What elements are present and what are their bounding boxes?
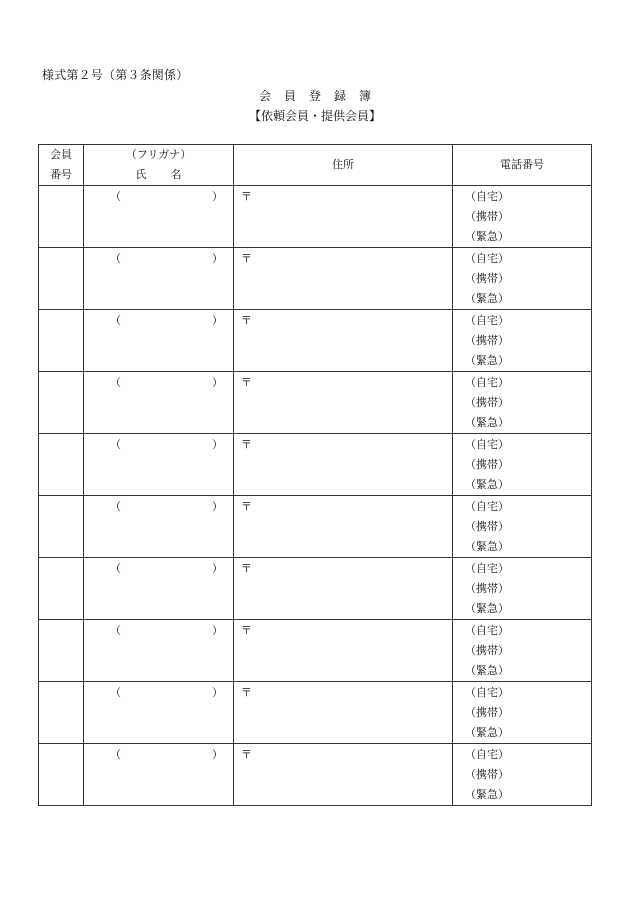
address-cell[interactable] bbox=[234, 558, 453, 620]
table-row bbox=[39, 186, 592, 248]
phone-home-label: （自宅） bbox=[465, 438, 509, 451]
phone-mobile-label: （携帯） bbox=[465, 520, 509, 533]
table-row bbox=[39, 248, 592, 310]
phone-labels bbox=[453, 496, 591, 557]
furigana-field[interactable] bbox=[84, 372, 233, 393]
postal-mark: 〒 bbox=[241, 562, 252, 575]
phone-cell[interactable] bbox=[453, 186, 592, 248]
furigana-field[interactable] bbox=[84, 496, 233, 517]
phone-home-label: （自宅） bbox=[465, 748, 509, 761]
phone-mobile-label: （携帯） bbox=[465, 706, 509, 719]
name-cell[interactable] bbox=[84, 496, 234, 558]
header-member-number bbox=[39, 145, 84, 186]
phone-mobile-label: （携帯） bbox=[465, 768, 509, 781]
member-number-cell[interactable] bbox=[39, 310, 84, 372]
address-cell[interactable] bbox=[234, 496, 453, 558]
name-cell[interactable] bbox=[84, 744, 234, 806]
furigana-close-paren: ） bbox=[212, 190, 223, 203]
postal-mark: 〒 bbox=[241, 500, 252, 513]
address-cell[interactable] bbox=[234, 682, 453, 744]
phone-home-label: （自宅） bbox=[465, 686, 509, 699]
phone-home-label: （自宅） bbox=[465, 376, 509, 389]
address-cell[interactable] bbox=[234, 372, 453, 434]
phone-home-label: （自宅） bbox=[465, 500, 509, 513]
phone-labels bbox=[453, 186, 591, 247]
address-cell[interactable] bbox=[234, 434, 453, 496]
furigana-close-paren: ） bbox=[212, 438, 223, 451]
header-member-number-line1: 会員 bbox=[50, 148, 72, 161]
name-cell[interactable] bbox=[84, 186, 234, 248]
furigana-open-paren: （ bbox=[110, 624, 121, 637]
header-address: 住所 bbox=[234, 145, 453, 186]
table-header-row bbox=[39, 145, 592, 186]
phone-cell[interactable] bbox=[453, 248, 592, 310]
phone-emergency-label: （緊急） bbox=[465, 292, 509, 305]
member-number-cell[interactable] bbox=[39, 372, 84, 434]
phone-labels bbox=[453, 558, 591, 619]
phone-labels bbox=[453, 744, 591, 805]
header-phone: 電話番号 bbox=[453, 145, 592, 186]
name-cell[interactable] bbox=[84, 620, 234, 682]
furigana-field[interactable] bbox=[84, 310, 233, 331]
furigana-open-paren: （ bbox=[110, 376, 121, 389]
header-member-number-line2: 番号 bbox=[50, 168, 72, 181]
phone-cell[interactable] bbox=[453, 310, 592, 372]
address-cell[interactable] bbox=[234, 310, 453, 372]
furigana-close-paren: ） bbox=[212, 748, 223, 761]
table-row bbox=[39, 372, 592, 434]
phone-mobile-label: （携帯） bbox=[465, 272, 509, 285]
phone-emergency-label: （緊急） bbox=[465, 540, 509, 553]
member-number-cell[interactable] bbox=[39, 682, 84, 744]
phone-home-label: （自宅） bbox=[465, 624, 509, 637]
table-row bbox=[39, 496, 592, 558]
furigana-field[interactable] bbox=[84, 620, 233, 641]
page-title: 会員登録簿 bbox=[258, 89, 384, 103]
postal-mark: 〒 bbox=[241, 252, 252, 265]
furigana-close-paren: ） bbox=[212, 500, 223, 513]
phone-labels bbox=[453, 682, 591, 743]
table-row bbox=[39, 620, 592, 682]
phone-home-label: （自宅） bbox=[465, 562, 509, 575]
furigana-close-paren: ） bbox=[212, 624, 223, 637]
furigana-open-paren: （ bbox=[110, 190, 121, 203]
address-cell[interactable] bbox=[234, 186, 453, 248]
table-row bbox=[39, 744, 592, 806]
member-number-cell[interactable] bbox=[39, 620, 84, 682]
phone-home-label: （自宅） bbox=[465, 190, 509, 203]
address-cell[interactable] bbox=[234, 744, 453, 806]
name-cell[interactable] bbox=[84, 248, 234, 310]
phone-emergency-label: （緊急） bbox=[465, 726, 509, 739]
phone-mobile-label: （携帯） bbox=[465, 396, 509, 409]
member-number-cell[interactable] bbox=[39, 558, 84, 620]
phone-home-label: （自宅） bbox=[465, 252, 509, 265]
postal-mark: 〒 bbox=[241, 438, 252, 451]
header-furigana-label: （フリガナ） bbox=[125, 148, 192, 161]
furigana-open-paren: （ bbox=[110, 748, 121, 761]
furigana-field[interactable] bbox=[84, 744, 233, 765]
postal-mark: 〒 bbox=[241, 748, 252, 761]
furigana-field[interactable] bbox=[84, 558, 233, 579]
table-row bbox=[39, 434, 592, 496]
postal-mark: 〒 bbox=[241, 686, 252, 699]
name-cell[interactable] bbox=[84, 310, 234, 372]
phone-labels bbox=[453, 434, 591, 495]
page-subtitle: 【依頼会員・提供会員】 bbox=[248, 109, 381, 123]
furigana-open-paren: （ bbox=[110, 686, 121, 699]
address-cell[interactable] bbox=[234, 620, 453, 682]
table-row bbox=[39, 682, 592, 744]
member-number-cell[interactable] bbox=[39, 744, 84, 806]
member-register-table bbox=[38, 144, 592, 806]
phone-emergency-label: （緊急） bbox=[465, 230, 509, 243]
phone-labels bbox=[453, 248, 591, 309]
phone-cell[interactable] bbox=[453, 372, 592, 434]
phone-labels bbox=[453, 620, 591, 681]
table-body bbox=[39, 186, 592, 806]
furigana-field[interactable] bbox=[84, 682, 233, 703]
phone-emergency-label: （緊急） bbox=[465, 788, 509, 801]
phone-emergency-label: （緊急） bbox=[465, 416, 509, 429]
header-name bbox=[84, 145, 234, 186]
furigana-close-paren: ） bbox=[212, 376, 223, 389]
furigana-close-paren: ） bbox=[212, 314, 223, 327]
member-number-cell[interactable] bbox=[39, 496, 84, 558]
phone-home-label: （自宅） bbox=[465, 314, 509, 327]
member-number-cell[interactable] bbox=[39, 248, 84, 310]
furigana-close-paren: ） bbox=[212, 252, 223, 265]
form-number: 様式第２号（第３条関係） bbox=[42, 68, 189, 82]
phone-cell[interactable] bbox=[453, 744, 592, 806]
furigana-open-paren: （ bbox=[110, 252, 121, 265]
phone-mobile-label: （携帯） bbox=[465, 210, 509, 223]
furigana-open-paren: （ bbox=[110, 500, 121, 513]
furigana-close-paren: ） bbox=[212, 686, 223, 699]
table-row bbox=[39, 558, 592, 620]
furigana-field[interactable] bbox=[84, 186, 233, 207]
postal-mark: 〒 bbox=[241, 314, 252, 327]
phone-labels bbox=[453, 372, 591, 433]
furigana-close-paren: ） bbox=[212, 562, 223, 575]
furigana-open-paren: （ bbox=[110, 562, 121, 575]
phone-cell[interactable] bbox=[453, 620, 592, 682]
postal-mark: 〒 bbox=[241, 190, 252, 203]
phone-cell[interactable] bbox=[453, 558, 592, 620]
phone-emergency-label: （緊急） bbox=[465, 602, 509, 615]
phone-cell[interactable] bbox=[453, 496, 592, 558]
name-cell[interactable] bbox=[84, 558, 234, 620]
phone-mobile-label: （携帯） bbox=[465, 644, 509, 657]
furigana-open-paren: （ bbox=[110, 314, 121, 327]
postal-mark: 〒 bbox=[241, 376, 252, 389]
name-cell[interactable] bbox=[84, 372, 234, 434]
phone-mobile-label: （携帯） bbox=[465, 458, 509, 471]
phone-mobile-label: （携帯） bbox=[465, 582, 509, 595]
phone-labels bbox=[453, 310, 591, 371]
member-number-cell[interactable] bbox=[39, 434, 84, 496]
phone-cell[interactable] bbox=[453, 434, 592, 496]
phone-emergency-label: （緊急） bbox=[465, 664, 509, 677]
phone-mobile-label: （携帯） bbox=[465, 334, 509, 347]
member-number-cell[interactable] bbox=[39, 186, 84, 248]
header-name-label: 氏名 bbox=[135, 168, 206, 181]
phone-cell[interactable] bbox=[453, 682, 592, 744]
postal-mark: 〒 bbox=[241, 624, 252, 637]
furigana-field[interactable] bbox=[84, 248, 233, 269]
furigana-field[interactable] bbox=[84, 434, 233, 455]
name-cell[interactable] bbox=[84, 434, 234, 496]
name-cell[interactable] bbox=[84, 682, 234, 744]
address-cell[interactable] bbox=[234, 248, 453, 310]
furigana-open-paren: （ bbox=[110, 438, 121, 451]
table-row bbox=[39, 310, 592, 372]
phone-emergency-label: （緊急） bbox=[465, 354, 509, 367]
phone-emergency-label: （緊急） bbox=[465, 478, 509, 491]
